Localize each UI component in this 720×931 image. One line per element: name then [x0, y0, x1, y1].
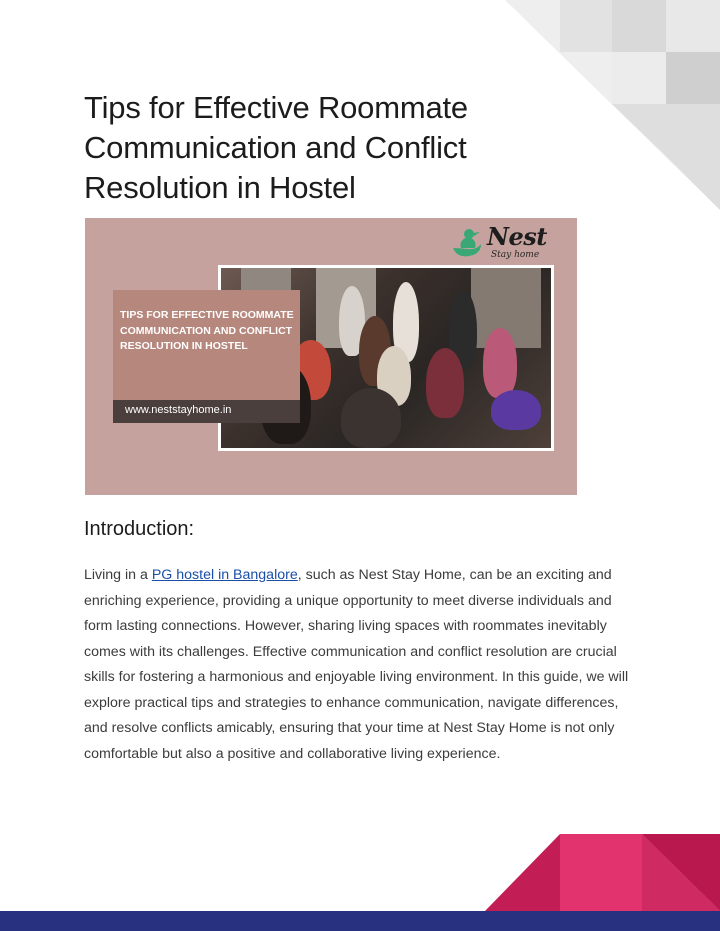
logo-wordmark: Nest [487, 222, 547, 251]
nest-bird-logo-icon [447, 224, 485, 260]
logo-tagline: Stay home [491, 250, 540, 260]
banner-url: www.neststayhome.in [125, 404, 232, 416]
brand-logo [447, 222, 567, 266]
intro-text-rest: , such as Nest Stay Home, can be an exciting and enriching experience, providing a unique opportunity to meet diverse individuals and form lasting connections. However, sharing living spaces with roommates inevitably comes with its challenges. Effective communication and conflict resolution are crucial skills for fostering a harmonious and enjoyable living environment. In this guide, we will explore practical tips and strategies to enhance communication, navigate differences, and resolve conflicts amicably, ensuring that your time at Nest Stay Home is not only comfortable but also a positive and collaborative living experience. [84, 567, 629, 762]
banner-headline: TIPS FOR EFFECTIVE ROOMMATE COMMUNICATION AND CONFLICT RESOLUTION IN HOSTEL [120, 309, 294, 352]
page-title: Tips for Effective Roommate Communication and Conflict Resolution in Hostel [84, 90, 468, 205]
banner-url-bar [113, 400, 300, 423]
banner-headline-box [113, 290, 300, 400]
intro-text-start: Living in a [84, 567, 152, 583]
intro-paragraph [84, 563, 629, 767]
pg-hostel-link[interactable]: PG hostel in Bangalore [151, 567, 298, 583]
hero-banner [85, 218, 577, 495]
section-heading: Introduction: [84, 518, 195, 540]
